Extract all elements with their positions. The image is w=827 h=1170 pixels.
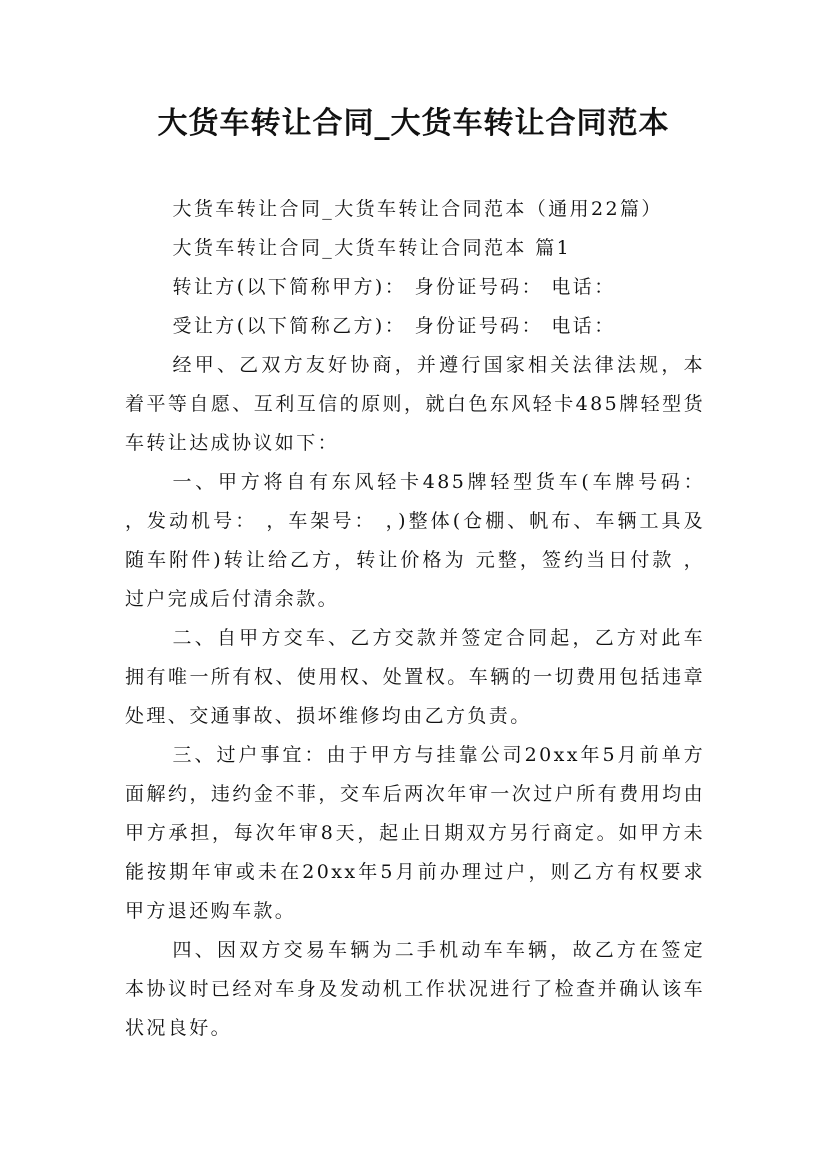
party-a-line: 转让方(以下简称甲方)： 身份证号码： 电话：	[172, 276, 616, 298]
document-subtitle: 大货车转让合同_大货车转让合同范本（通用22篇）	[172, 198, 663, 220]
paragraph-clause-4: 四、因双方交易车辆为二手机动车车辆，故乙方在签定本协议时已经对车身及发动机工作状况进行了检查并确认该车状况良好。	[125, 939, 705, 1039]
document-body	[125, 190, 705, 1048]
paragraph-clause-1: 一、甲方将自有东风轻卡485牌轻型货车(车牌号码： ，发动机号： ，车架号： ，)整体(仓棚、帆布、车辆工具及随车附件)转让给乙方，转让价格为 元整，签约当日付款 ，过户完成后付清余款。	[125, 471, 705, 610]
paragraph-clause-3: 三、过户事宜：由于甲方与挂靠公司20xx年5月前单方面解约，违约金不菲，交车后两次年审一次过户所有费用均由甲方承担，每次年审8天，起止日期双方另行商定。如甲方未能按期年审或未在20xx年5月前办理过户，则乙方有权要求甲方退还购车款。	[125, 744, 705, 922]
paragraph-intro: 经甲、乙双方友好协商，并遵行国家相关法律法规，本着平等自愿、互利互信的原则，就白色东风轻卡485牌轻型货车转让达成协议如下：	[125, 354, 705, 454]
section-heading: 大货车转让合同_大货车转让合同范本 篇1	[172, 237, 572, 259]
paragraph-clause-2: 二、自甲方交车、乙方交款并签定合同起，乙方对此车拥有唯一所有权、使用权、处置权。车辆的一切费用包括违章处理、交通事故、损坏维修均由乙方负责。	[125, 627, 705, 727]
document-title: 大货车转让合同_大货车转让合同范本	[157, 106, 670, 141]
party-b-line: 受让方(以下简称乙方)： 身份证号码： 电话：	[172, 315, 616, 337]
